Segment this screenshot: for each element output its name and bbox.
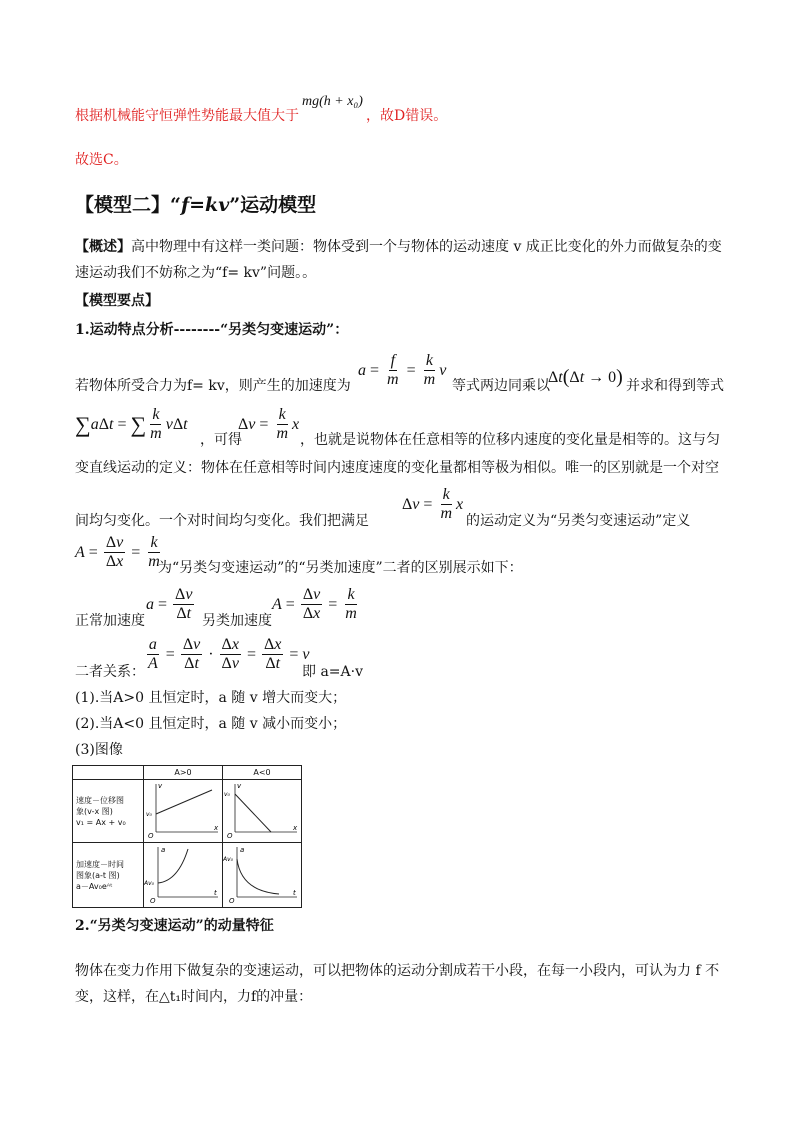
svg-text:v₀: v₀ [146,811,152,818]
normal-accel-formula: a = $\frac{\Delta v}{\Delta t}$ [146,586,193,622]
model-heading-suffix: ”运动模型 [229,194,317,216]
overview-text-1: 高中物理中有这样一类问题：物体受到一个与物体的运动速度 v 成正比变化的外力而做复杂的变 [131,239,722,255]
graph-at-negative [223,843,302,908]
para1-line5-post: 为“另类匀变速运动”的“另类加速度”二者的区别展示如下： [158,560,523,576]
energy-line [75,106,299,126]
svg-text:v: v [158,782,163,790]
model-heading-formula: f=kv [180,194,230,216]
para1-mid: 等式两边同乘以 [452,378,550,394]
svg-text:a: a [161,846,166,854]
para1-line4-post: 的运动定义为“另类匀变速运动”定义 [466,513,691,529]
svg-text:x: x [293,824,298,832]
energy-formula: mg(h + x₀) [302,94,363,109]
para1-pre: 若物体所受合力为f= kv，则产生的加速度为 [75,378,351,394]
key-points-label: 【模型要点】 [75,293,159,309]
graph-table [72,765,302,908]
normal-accel-label: 正常加速度 [75,613,145,629]
accel-formula: a = $\frac{f}{m}$ = $\frac{k}{m}$ v [358,352,447,388]
graph-at-positive [144,843,223,908]
overview-line-2: 速运动我们不妨称之为“f= kv”问题。。 [75,265,317,281]
para1-can-get: ，可得 [200,432,242,448]
svg-text:v: v [237,782,242,790]
relation-label: 二者关系： [75,664,145,680]
energy-text: 根据机械能守恒弹性势能最大值大于 [75,108,299,124]
svg-text:x: x [214,824,219,832]
item-3: (3)图像 [75,742,123,758]
svg-text:O: O [229,897,235,905]
relation-result: 即 a=A·v [302,664,363,680]
graph-vx-negative [223,780,302,843]
col-header-negative: A<0 [223,766,302,780]
item-2: (2).当A<0 且恒定时，a 随 v 减小而变小； [75,716,347,732]
other-accel-def-formula: A = $\frac{\Delta v}{\Delta x}$ = $\frac{k}{m}$ [75,534,160,570]
graph-vx-positive [144,780,223,843]
delta-v-formula: Δ v = $\frac{k}{m}$ x [238,406,300,442]
svg-text:t: t [214,889,217,897]
svg-text:t: t [293,889,296,897]
other-accel-label: 另类加速度 [202,613,272,629]
svg-text:O: O [150,897,156,905]
para1-line3: 变直线运动的定义：物体在任意相等时间内速度速度的变化量都相等极为相似。唯一的区别就是一个对空 [75,460,719,476]
overview-line-1 [75,237,722,257]
other-accel-formula: A = $\frac{\Delta v}{\Delta x}$ = $\frac{k}{m}$ [272,586,357,622]
overview-label: 【概述】 [75,239,131,255]
model-heading [75,190,316,217]
table-corner [73,766,144,780]
svg-text:Av₀: Av₀ [144,880,155,887]
delta-v-condition-formula: Δ v = $\frac{k}{m}$ x [402,486,464,522]
para1-line2-post: ，也就是说物体在任意相等的位移内速度的变化量是相等的。这与匀 [300,432,720,448]
para1-line4-pre: 间均匀变化。一个对时间均匀变化。我们把满足 [75,513,369,529]
svg-text:a: a [240,846,245,854]
row2-label: 加速度－时间 图象(a-t 图) a－Av₀eᴬᵗ [73,843,144,908]
section2-title: 2.“另类匀变速运动”的动量特征 [75,918,274,934]
item-1: (1).当A>0 且恒定时，a 随 v 增大而变大； [75,690,347,706]
row1-label: 速度－位移图 象(v-x 图) v₁ = Ax + v₀ [73,780,144,843]
delta-t-formula: Δ t ( Δ t → 0 ) [548,366,623,388]
svg-text:O: O [148,832,154,840]
sum-formula: ∑ a Δ t = ∑ $\frac{k}{m}$ v Δ t [75,406,188,442]
model-heading-prefix: 【模型二】“ [75,194,181,216]
para1-post: 并求和得到等式 [626,378,724,394]
col-header-positive: A>0 [144,766,223,780]
svg-text:Av₀: Av₀ [223,856,234,863]
para2-line2: 变，这样，在△t₁时间内，力f的冲量： [75,989,313,1005]
choice-line: 故选C。 [75,152,128,168]
para2-line1: 物体在变力作用下做复杂的变速运动，可以把物体的运动分割成若干小段，在每一小段内，可认为力 f 不 [75,963,720,979]
section1-title: 1.运动特点分析--------“另类匀变速运动”： [75,322,349,338]
relation-formula: $\frac{a}{A}$ = $\frac{\Delta v}{\Delta t}$ · $\frac{\Delta x}{\Delta v}$ = $\frac{\Delta x}{\Delta t}$ = v [148,636,310,672]
energy-tail: ，故D错误。 [366,108,448,124]
svg-text:v₀: v₀ [224,791,230,798]
svg-text:O: O [227,832,233,840]
